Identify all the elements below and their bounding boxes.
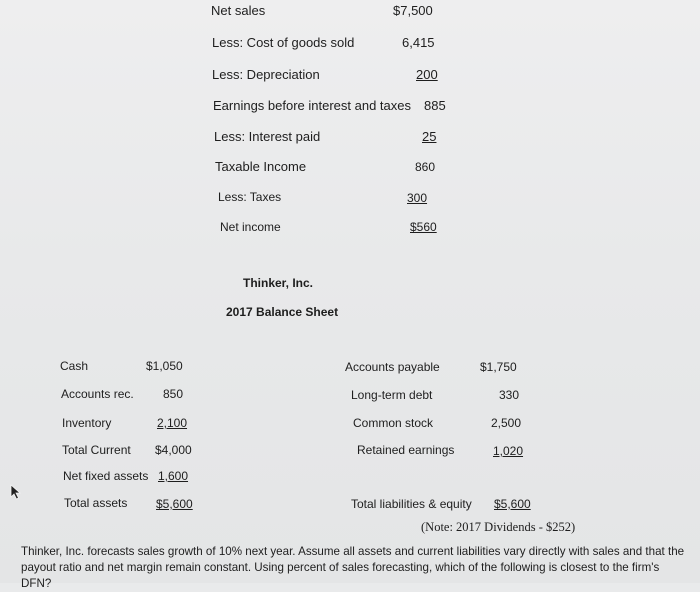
asset-value-net-fixed: 1,600 bbox=[158, 469, 189, 483]
is-label-net-income: Net income bbox=[220, 220, 281, 234]
is-label-ebit: Earnings before interest and taxes bbox=[213, 98, 412, 113]
is-value-interest: 25 bbox=[422, 129, 437, 144]
is-label-taxable-income: Taxable Income bbox=[215, 159, 307, 174]
is-value-depreciation: 200 bbox=[416, 67, 438, 82]
is-value-ebit: 885 bbox=[424, 98, 446, 113]
liab-label-long-term-debt: Long-term debt bbox=[351, 388, 433, 402]
is-value-net-income: $560 bbox=[410, 220, 437, 234]
is-value-taxes: 300 bbox=[407, 191, 428, 205]
is-value-net-sales: $7,500 bbox=[393, 3, 433, 18]
balance-sheet-title: 2017 Balance Sheet bbox=[226, 305, 339, 319]
liab-value-accounts-payable: $1,750 bbox=[480, 360, 517, 374]
company-name: Thinker, Inc. bbox=[243, 276, 314, 290]
asset-label-inventory: Inventory bbox=[62, 416, 112, 430]
asset-value-total-current: $4,000 bbox=[155, 443, 192, 457]
dividends-note: (Note: 2017 Dividends - $252) bbox=[421, 520, 576, 534]
liab-label-accounts-payable: Accounts payable bbox=[345, 360, 440, 374]
asset-label-net-fixed: Net fixed assets bbox=[63, 469, 149, 483]
is-label-interest: Less: Interest paid bbox=[214, 129, 321, 144]
liab-label-common-stock: Common stock bbox=[353, 416, 434, 430]
is-label-taxes: Less: Taxes bbox=[218, 190, 282, 204]
asset-value-inventory: 2,100 bbox=[157, 416, 188, 430]
liab-label-retained-earnings: Retained earnings bbox=[357, 443, 455, 457]
asset-label-cash: Cash bbox=[60, 359, 89, 373]
question-text: Thinker, Inc. forecasts sales growth of 10% next year. Assume all assets and current liabilities vary directly with sales and that the payout ratio and net margin remain constant. Using percent of sales forecasting, which of the following is closest to the firm's DFN? bbox=[21, 545, 685, 590]
is-label-depreciation: Less: Depreciation bbox=[212, 67, 320, 82]
liab-label-total: Total liabilities & equity bbox=[351, 497, 472, 511]
asset-label-accounts-rec: Accounts rec. bbox=[61, 387, 134, 401]
asset-value-cash: $1,050 bbox=[146, 359, 183, 373]
liab-value-long-term-debt: 330 bbox=[499, 388, 520, 402]
asset-value-total-assets: $5,600 bbox=[156, 497, 193, 511]
is-label-cogs: Less: Cost of goods sold bbox=[212, 35, 355, 50]
liab-value-total: $5,600 bbox=[494, 497, 531, 511]
asset-label-total-current: Total Current bbox=[62, 443, 131, 457]
asset-value-accounts-rec: 850 bbox=[163, 387, 184, 401]
is-value-taxable-income: 860 bbox=[415, 160, 436, 174]
liab-value-retained-earnings: 1,020 bbox=[493, 444, 524, 458]
asset-label-total-assets: Total assets bbox=[64, 496, 128, 510]
is-value-cogs: 6,415 bbox=[402, 35, 435, 50]
liab-value-common-stock: 2,500 bbox=[491, 416, 522, 430]
is-label-net-sales: Net sales bbox=[211, 3, 266, 18]
